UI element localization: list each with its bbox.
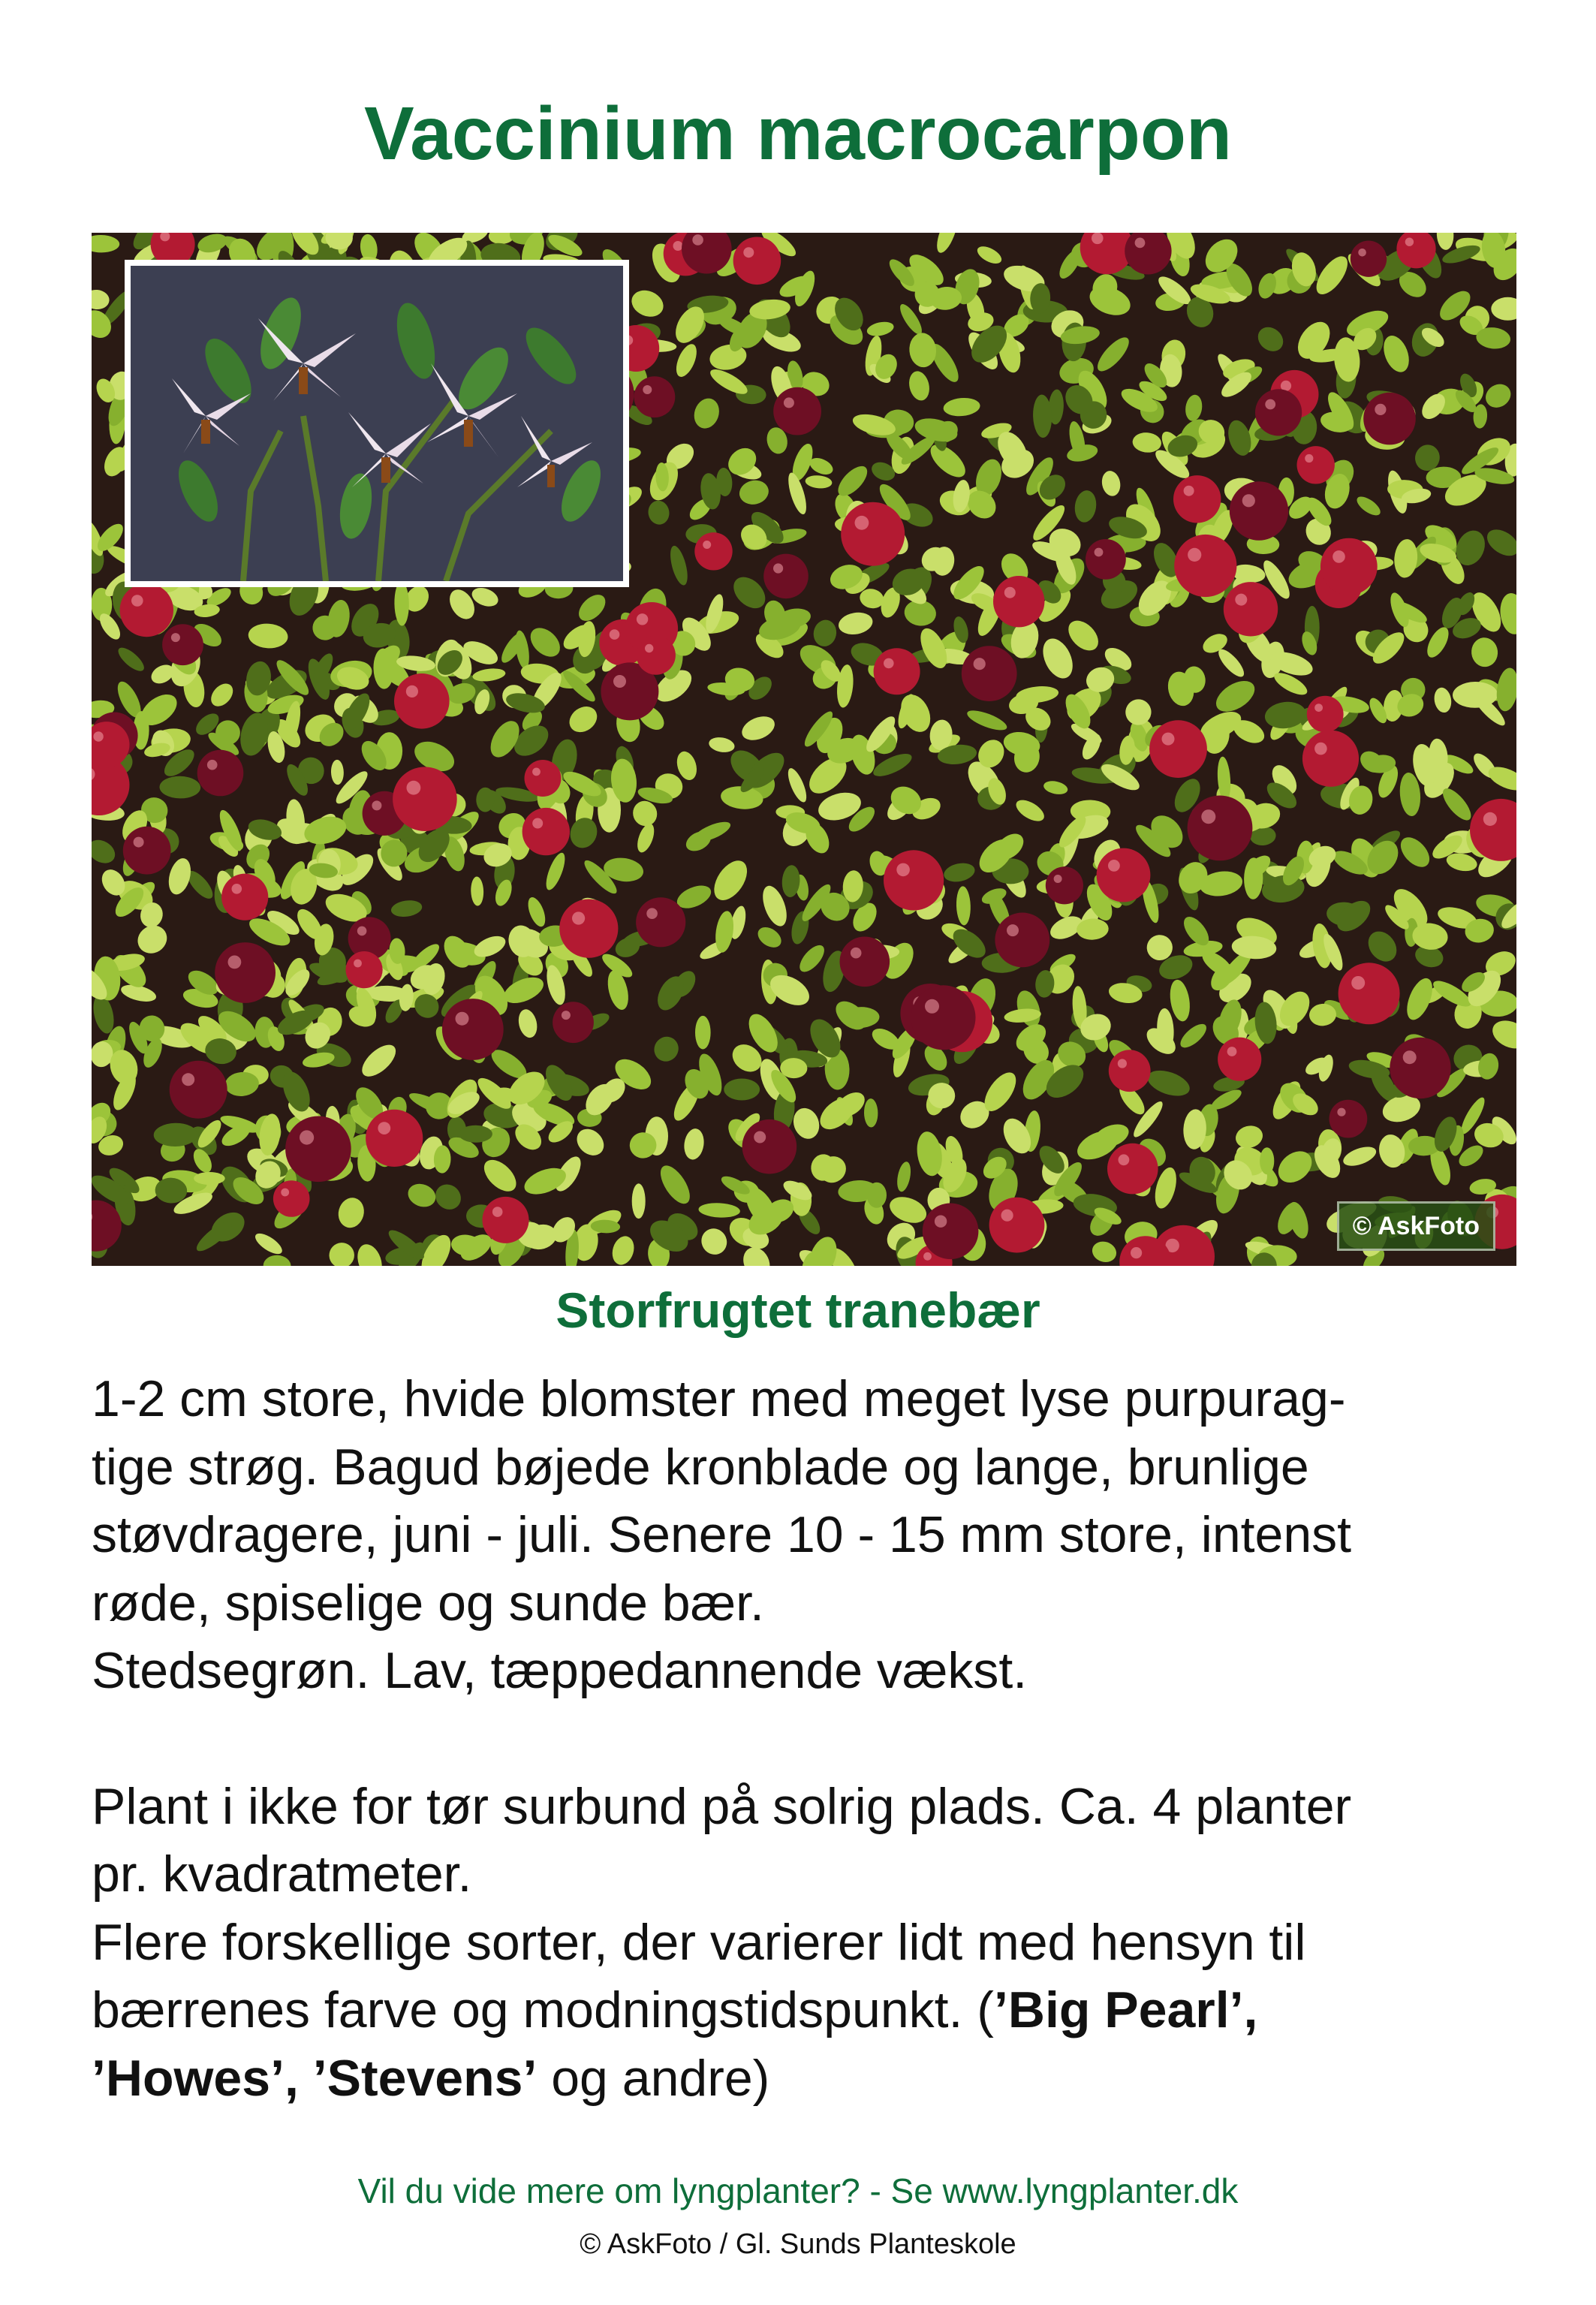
description-line: 1-2 cm store, hvide blomster med meget lyse purpurag- xyxy=(92,1370,1346,1427)
berry xyxy=(120,583,173,637)
berry xyxy=(221,874,268,920)
berry xyxy=(874,648,920,695)
berry xyxy=(884,850,944,910)
berry xyxy=(170,1061,227,1119)
berry xyxy=(442,999,504,1060)
berry xyxy=(366,1110,423,1167)
footer-copyright: © AskFoto / Gl. Sunds Planteskole xyxy=(580,2228,1016,2260)
berry xyxy=(285,1116,351,1183)
leaf xyxy=(459,1125,492,1143)
description-line: røde, spiselige og sunde bær. xyxy=(92,1574,764,1632)
berry xyxy=(911,985,976,1050)
leaf xyxy=(724,1079,760,1101)
berry xyxy=(162,624,203,665)
footer-website-link[interactable]: Vil du vide mere om lyngplanter? - Se www.lyngplanter.dk xyxy=(357,2171,1239,2210)
berry xyxy=(1097,848,1151,902)
berry xyxy=(273,1180,310,1217)
description-line xyxy=(92,2044,1518,2113)
berry xyxy=(763,554,809,599)
berry xyxy=(993,576,1044,627)
berry xyxy=(215,942,276,1003)
photo-credit-badge: © AskFoto xyxy=(1337,1201,1495,1251)
berry xyxy=(1390,1038,1450,1098)
berry xyxy=(1339,963,1400,1024)
description-line xyxy=(92,1976,1518,2044)
description-line: Stedsegrøn. Lav, tæppedannende vækst. xyxy=(92,1642,1028,1699)
berry xyxy=(841,502,905,566)
berry xyxy=(1109,1050,1151,1092)
berry xyxy=(1149,720,1207,778)
berry xyxy=(1307,696,1344,733)
page-title: Vaccinium macrocarpon xyxy=(363,92,1232,176)
berry xyxy=(525,760,562,797)
berry xyxy=(1086,539,1126,580)
description-line: Plant i ikke for tør surbund på solrig plads. Ca. 4 planter xyxy=(92,1777,1352,1835)
flower-image xyxy=(131,266,623,581)
berry xyxy=(346,951,383,988)
berry xyxy=(1046,866,1083,904)
berry xyxy=(1174,535,1236,597)
berry xyxy=(923,1204,979,1260)
berry xyxy=(773,387,821,435)
berry xyxy=(634,376,676,417)
leaf xyxy=(632,1183,646,1219)
berry xyxy=(559,899,618,958)
berry xyxy=(742,1119,797,1174)
description-text: bærrenes farve og modningstidspunkt. ( xyxy=(92,1981,994,2038)
berry xyxy=(1173,475,1221,523)
leaf xyxy=(194,1172,225,1185)
berry xyxy=(637,636,676,675)
description xyxy=(92,1365,1518,2112)
paragraph-gap xyxy=(92,1705,1518,1773)
berry xyxy=(995,913,1049,968)
berry xyxy=(962,646,1017,701)
berry xyxy=(1297,446,1335,484)
berry xyxy=(694,532,732,570)
leaf xyxy=(1260,1147,1274,1174)
berry xyxy=(393,767,457,831)
berry xyxy=(1351,241,1387,277)
berry xyxy=(840,937,890,987)
berry xyxy=(1224,582,1278,636)
berry xyxy=(483,1197,529,1243)
berry xyxy=(394,673,450,729)
berry xyxy=(1230,481,1288,540)
cranberry-photo xyxy=(92,233,1516,1266)
description-line: Flere forskellige sorter, der varierer lidt med hensyn til xyxy=(92,1913,1306,1971)
berry xyxy=(1302,731,1359,787)
cultivar-names: ’Howes’, ’Stevens’ xyxy=(92,2049,538,2107)
leaf xyxy=(695,1016,711,1050)
common-name: Storfrugtet tranebær xyxy=(556,1282,1040,1338)
berry xyxy=(553,1002,594,1043)
berry xyxy=(1188,796,1253,861)
berry xyxy=(1218,1038,1261,1081)
berry xyxy=(197,750,244,797)
berry xyxy=(636,897,685,947)
description-line: pr. kvadratmeter. xyxy=(92,1846,472,1903)
description-line: støvdragere, juni - juli. Senere 10 - 15 mm store, intenst xyxy=(92,1506,1352,1563)
berry xyxy=(1107,1143,1158,1195)
description-line: tige strøg. Bagud bøjede kronblade og lange, brunlige xyxy=(92,1438,1309,1496)
flower-inset-photo xyxy=(125,260,629,587)
berry xyxy=(733,237,781,285)
berry xyxy=(522,808,570,855)
berry xyxy=(123,827,171,875)
description-text: og andre) xyxy=(537,2049,770,2107)
cultivar-names: ’Big Pearl’, xyxy=(993,1981,1258,2038)
berry xyxy=(989,1198,1045,1253)
berry xyxy=(1329,1100,1368,1138)
berry xyxy=(1320,538,1378,595)
berry xyxy=(1363,393,1416,445)
berry xyxy=(1255,389,1302,435)
